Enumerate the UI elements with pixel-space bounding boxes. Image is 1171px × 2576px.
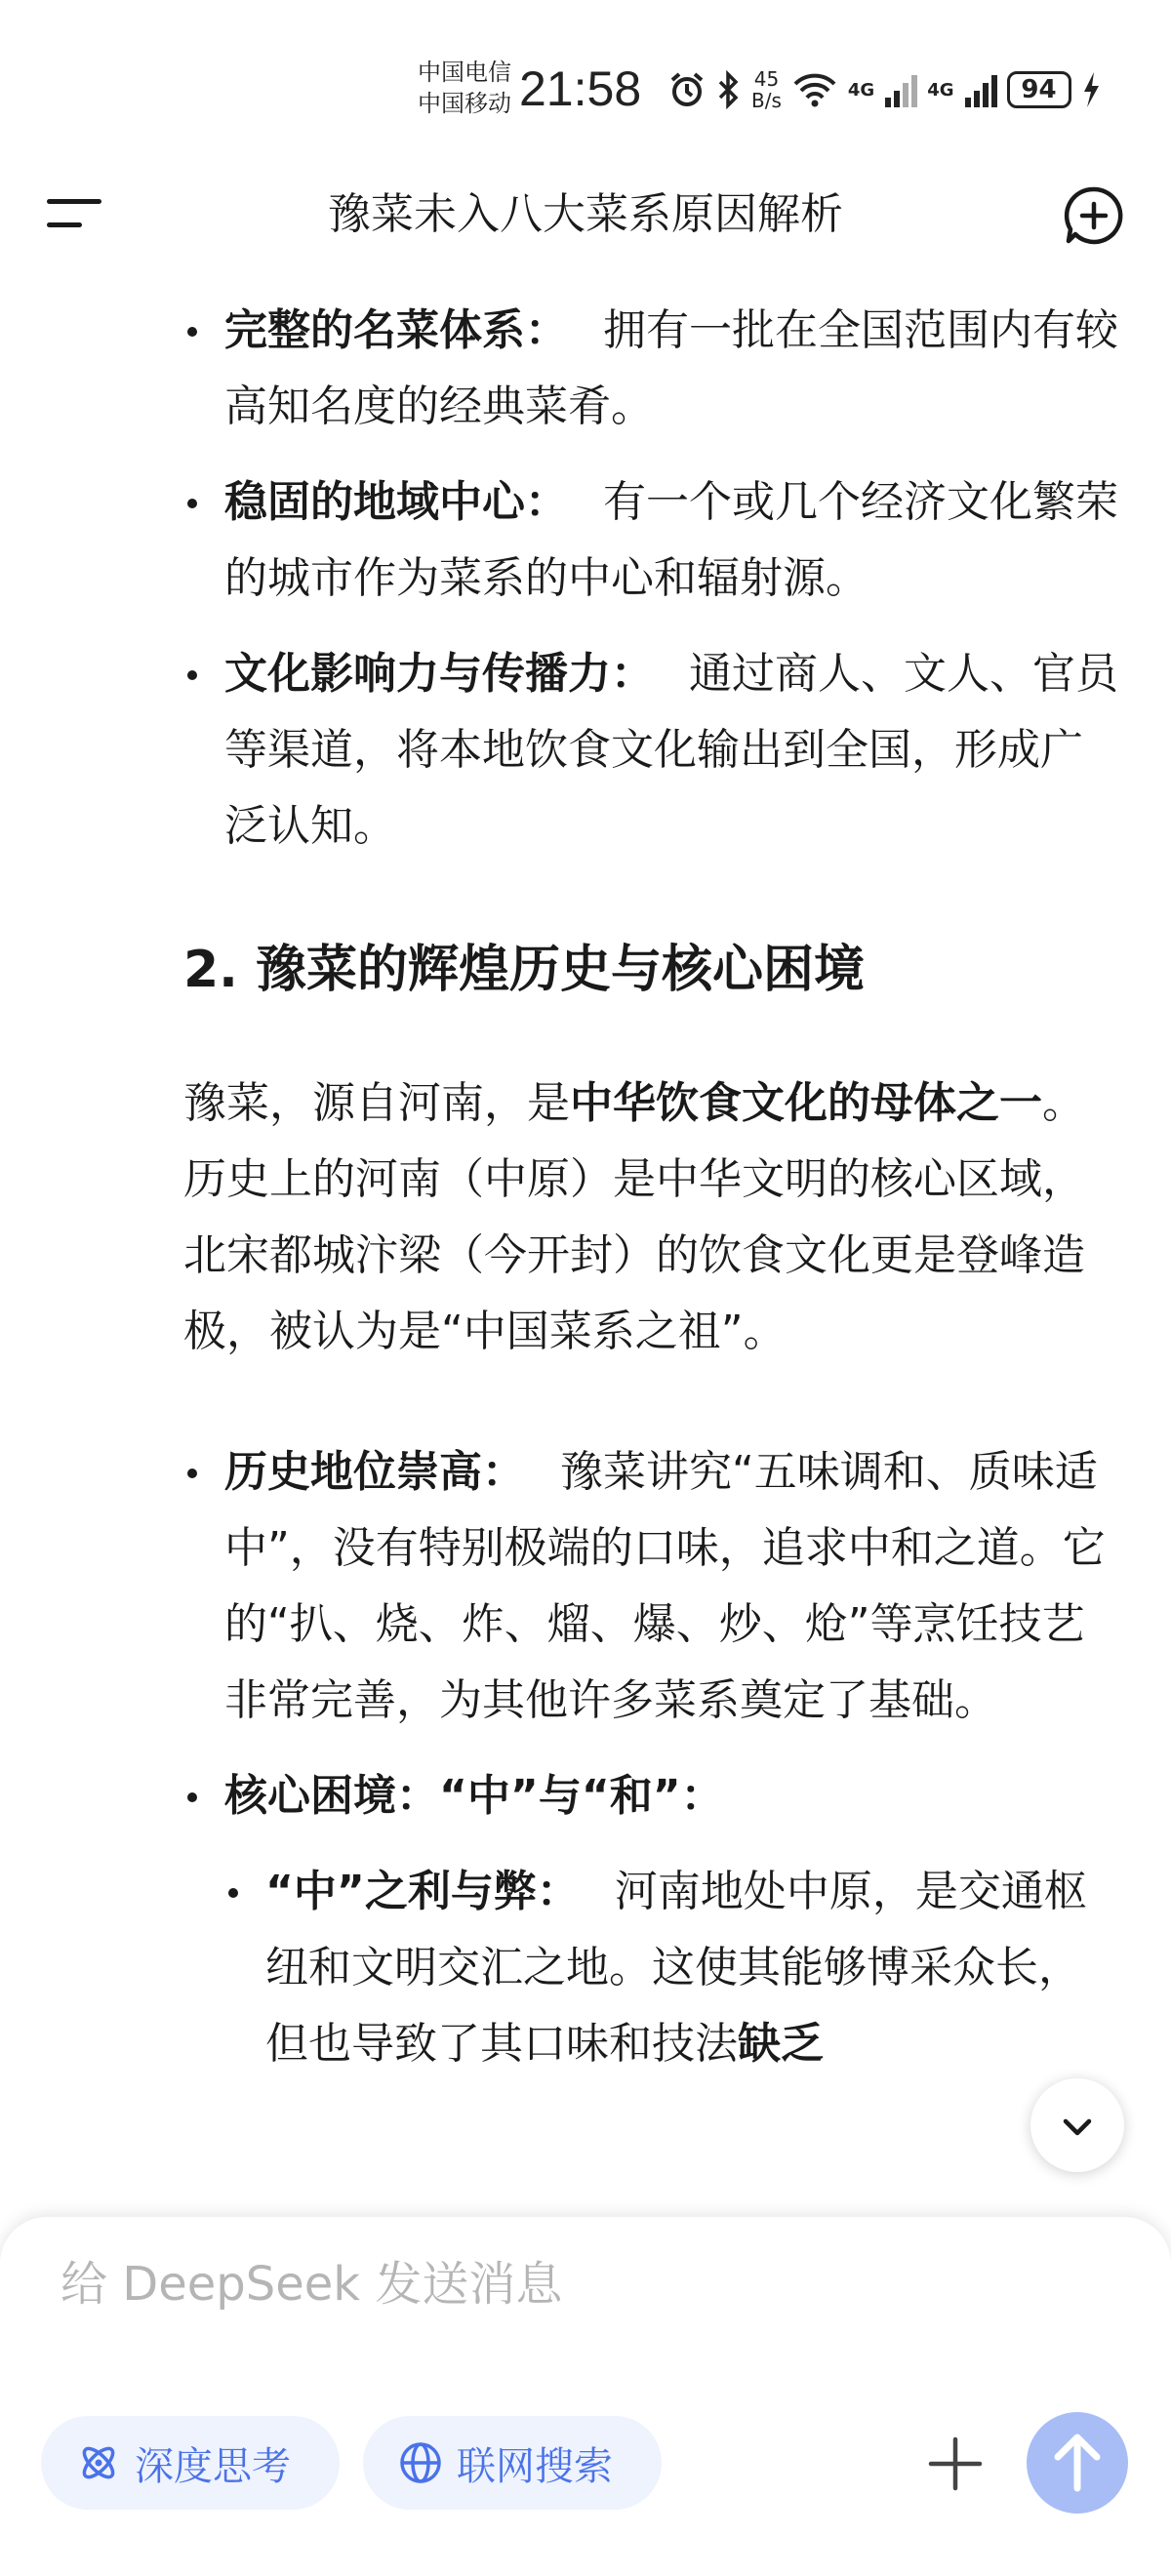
charging-icon [1081,70,1101,109]
app-header [0,166,1171,263]
item-label: 稳固的地域中心： [224,477,568,527]
criteria-list [183,293,1120,865]
item-emphasis: 缺乏 [738,2019,824,2069]
atom-icon [76,2440,121,2485]
chat-content [183,293,1120,2102]
signal-strength-icon [964,72,997,107]
carrier-1: 中国电信 [418,59,511,86]
item-label: “中”之利与弊： [265,1867,580,1916]
web-search-button[interactable] [363,2416,662,2510]
section-heading: 2. 豫菜的辉煌历史与核心困境 [183,941,866,999]
paragraph [183,1066,1120,1370]
net-speed-unit: B/s [751,89,782,112]
nested-list [224,1854,1120,2082]
signal-type-1: 4G [847,79,875,101]
signal-type-2: 4G [927,79,954,101]
list-item [183,293,1120,445]
list-item [183,1758,1120,2082]
battery-level: 94 [1007,71,1071,108]
chevron-down-icon [1030,2078,1124,2172]
alarm-icon [667,70,707,109]
page-title: 豫菜未入八大菜系原因解析 [328,189,843,239]
menu-button[interactable] [47,191,105,240]
deep-think-label: 深度思考 [135,2443,291,2489]
nested-list-item [224,1854,1120,2082]
item-text: 河南地处中原，是交通枢纽和文明交汇之地。这使其能够博采众长，但也导致了其口味和技法 [265,1867,1087,2069]
item-label: 核心困境：“中”与“和”： [224,1771,724,1821]
new-chat-icon [1064,185,1124,246]
wifi-icon [791,70,838,109]
item-label: 完整的名菜体系： [224,305,568,355]
paragraph-text: 豫菜，源自河南，是 [183,1078,570,1128]
net-speed [751,68,782,111]
plus-icon [925,2434,986,2494]
clock: 21:58 [519,61,642,116]
status-icons [667,60,1101,119]
list-item [183,636,1120,865]
paragraph-text: 。历史上的河南（中原）是中华文明的核心区域，北宋都城汴梁（今开封）的饮食文化更是登峰造极，被认为是“中国菜系之祖”。 [183,1078,1085,1356]
globe-icon [398,2440,443,2485]
item-text: 拥有一批在全国范围内有较高知名度的经典菜肴。 [224,305,1118,431]
bluetooth-icon [716,70,742,109]
carrier-info [418,57,511,119]
deep-think-button[interactable] [41,2416,340,2510]
item-label: 历史地位崇高： [224,1447,525,1497]
item-label: 文化影响力与传播力： [224,649,654,699]
net-speed-value: 45 [753,67,780,91]
status-bar [0,47,1171,125]
item-text: 通过商人、文人、官员等渠道，将本地饮食文化输出到全国，形成广泛认知。 [224,649,1118,851]
message-input[interactable] [59,2244,941,2324]
item-text: 豫菜讲究“五味调和、质味适中”，没有特别极端的口味，追求中和之道。它的“扒、烧、炸、熘、爆、炒、炝”等烹饪技艺非常完善，为其他许多菜系奠定了基础。 [224,1447,1106,1725]
list-item [183,464,1120,617]
web-search-label: 联网搜索 [457,2443,613,2489]
attach-button[interactable] [925,2434,986,2494]
signal-strength-icon [884,72,917,107]
input-panel [0,2217,1171,2576]
history-list [183,1434,1120,2082]
item-text: 有一个或几个经济文化繁荣的城市作为菜系的中心和辐射源。 [224,477,1118,603]
send-button[interactable] [1027,2412,1128,2514]
new-chat-button[interactable] [1064,185,1124,246]
arrow-up-icon [1027,2412,1128,2514]
paragraph-emphasis: 中华饮食文化的母体之一 [570,1078,1042,1128]
carrier-2: 中国移动 [418,90,511,117]
list-item [183,1434,1120,1739]
scroll-to-bottom-button[interactable] [1030,2078,1124,2172]
